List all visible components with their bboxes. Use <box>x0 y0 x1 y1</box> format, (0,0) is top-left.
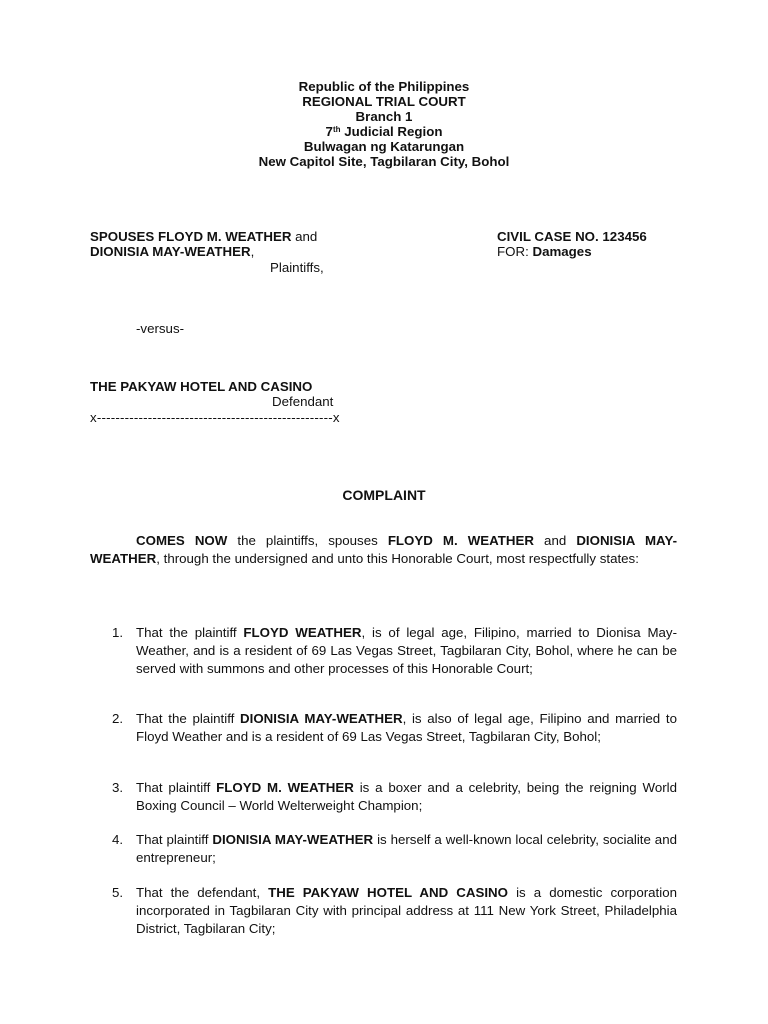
item-bold: DIONISIA MAY-WEATHER <box>240 711 403 726</box>
plaintiffs-label: Plaintiffs, <box>270 260 324 275</box>
defendant-name: THE PAKYAW HOTEL AND CASINO <box>90 379 313 394</box>
for-label: FOR: <box>497 244 533 259</box>
item-bold: DIONISIA MAY-WEATHER <box>212 832 374 847</box>
for-value: Damages <box>532 244 592 259</box>
item-bold: THE PAKYAW HOTEL AND CASINO <box>268 885 508 900</box>
header-republic: Republic of the Philippines <box>298 79 470 94</box>
defendant-label: Defendant <box>272 394 334 409</box>
plaintiff-line-2 <box>90 244 254 259</box>
court-header <box>0 79 768 169</box>
item-post: , is of legal age, Filipino, married to Dionisa May-Weather, and is a resident of 69 Las Vegas Street, Tagbilaran City, Bohol, where he can be served with summons and other processes of this Honorable Court; <box>136 625 678 676</box>
plaintiff-comma: , <box>250 244 255 259</box>
item-number: 2. <box>112 711 124 726</box>
item-number: 1. <box>112 625 124 640</box>
item-post: is a boxer and a celebrity, being the reigning World Boxing Council – World Welterweight Champion; <box>136 780 677 813</box>
comes-now: COMES NOW <box>136 533 228 548</box>
region-number: 7 <box>325 124 333 139</box>
case-number: CIVIL CASE NO. 123456 <box>497 229 647 244</box>
item-text <box>136 624 677 678</box>
item-post: , is also of legal age, Filipino and married to Floyd Weather and is a resident of 69 Las Vegas Street, Tagbilaran City, Bohol; <box>136 711 677 744</box>
intro-paragraph <box>90 532 677 568</box>
item-pre: That the plaintiff <box>136 711 241 726</box>
plaintiff-name-2: DIONISIA MAY-WEATHER <box>90 244 251 259</box>
intro-text-3: , through the undersigned and unto this Honorable Court, most respectfully states: <box>156 551 639 566</box>
region-text: Judicial Region <box>340 124 443 139</box>
header-hall: Bulwagan ng Katarungan <box>303 139 465 154</box>
item-post: is a domestic corporation incorporated in Tagbilaran City with principal address at 111 New York Street, Philadelphia District, Tagbilaran City; <box>136 885 677 936</box>
item-text <box>136 710 677 746</box>
document-title: COMPLAINT <box>342 487 426 503</box>
item-number: 5. <box>112 885 124 900</box>
item-number: 3. <box>112 780 124 795</box>
header-region <box>0 124 768 139</box>
region-suffix: th <box>332 125 341 134</box>
plaintiff-line-1 <box>90 229 317 244</box>
intro-name-2: DIONISIA MAY-WEATHER <box>90 533 678 566</box>
intro-text-2: and <box>534 533 577 548</box>
plaintiff-and: and <box>291 229 318 244</box>
item-pre: That the defendant, <box>136 885 269 900</box>
item-bold: FLOYD WEATHER <box>243 625 362 640</box>
case-nature <box>497 244 592 259</box>
item-pre: That plaintiff <box>136 780 217 795</box>
item-text <box>136 884 677 938</box>
caption-separator: x---------------------------------------------------x <box>90 410 340 425</box>
versus-label: -versus- <box>136 321 185 336</box>
intro-name-1: FLOYD M. WEATHER <box>387 533 534 548</box>
item-bold: FLOYD M. WEATHER <box>216 780 354 795</box>
header-court: REGIONAL TRIAL COURT <box>302 94 466 109</box>
intro-text-1: the plaintiffs, spouses <box>227 533 388 548</box>
item-pre: That the plaintiff <box>136 625 244 640</box>
item-text <box>136 779 677 815</box>
item-text <box>136 831 677 867</box>
item-post: is herself a well-known local celebrity, socialite and entrepreneur; <box>136 832 677 865</box>
plaintiff-name-1: SPOUSES FLOYD M. WEATHER <box>90 229 292 244</box>
item-pre: That plaintiff <box>136 832 213 847</box>
header-branch: Branch 1 <box>355 109 413 124</box>
header-address: New Capitol Site, Tagbilaran City, Bohol <box>258 154 510 169</box>
item-number: 4. <box>112 832 124 847</box>
